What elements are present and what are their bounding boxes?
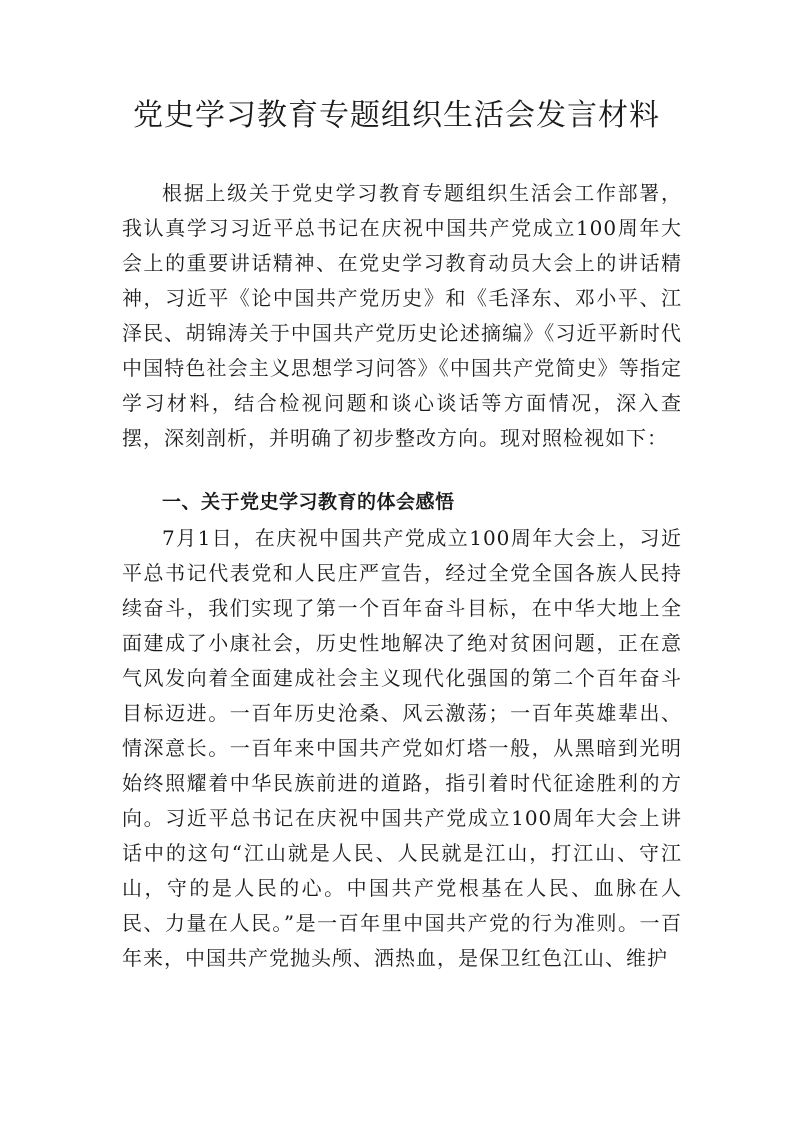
document-title: 党史学习教育专题组织生活会发言材料 [133,98,660,133]
intro-paragraph: 根据上级关于党史学习教育专题组织生活会工作部署，我认真学习习近平总书记在庆祝中国共产党成立100周年大会上的重要讲话精神、在党史学习教育动员大会上的讲话精神，习近平《论中国共产党历史》和《毛泽东、邓小平、江泽民、胡锦涛关于中国共产党历史论述摘编》《习近平新时代中国特色社会主义思想学习问答》《中国共产党简史》等指定学习材料，结合检视问题和谈心谈话等方面情况，深入查摆，深刻剖析，并明确了初步整改方向。现对照检视如下： [122,181,682,450]
section-heading: 一、关于党史学习教育的体会感悟 [162,491,455,513]
section-paragraph: 7月1日，在庆祝中国共产党成立100周年大会上，习近平总书记代表党和人民庄严宣告，经过全党全国各族人民持续奋斗，我们实现了第一个百年奋斗目标，在中华大地上全面建成了小康社会，历史性地解决了绝对贫困问题，正在意气风发向着全面建成社会主义现代化强国的第二个百年奋斗目标迈进。一百年历史沧桑、风云激荡；一百年英雄辈出、情深意长。一百年来中国共产党如灯塔一般，从黑暗到光明始终照耀着中华民族前进的道路，指引着时代征途胜利的方向。习近平总书记在庆祝中国共产党成立100周年大会上讲话中的这句“江山就是人民、人民就是江山，打江山、守江山，守的是人民的心。中国共产党根基在人民、血脉在人民、力量在人民。”是一百年里中国共产党的行为准则。一百年来，中国共产党抛头颅、洒热血，是保卫红色江山、维护 [122,526,682,970]
